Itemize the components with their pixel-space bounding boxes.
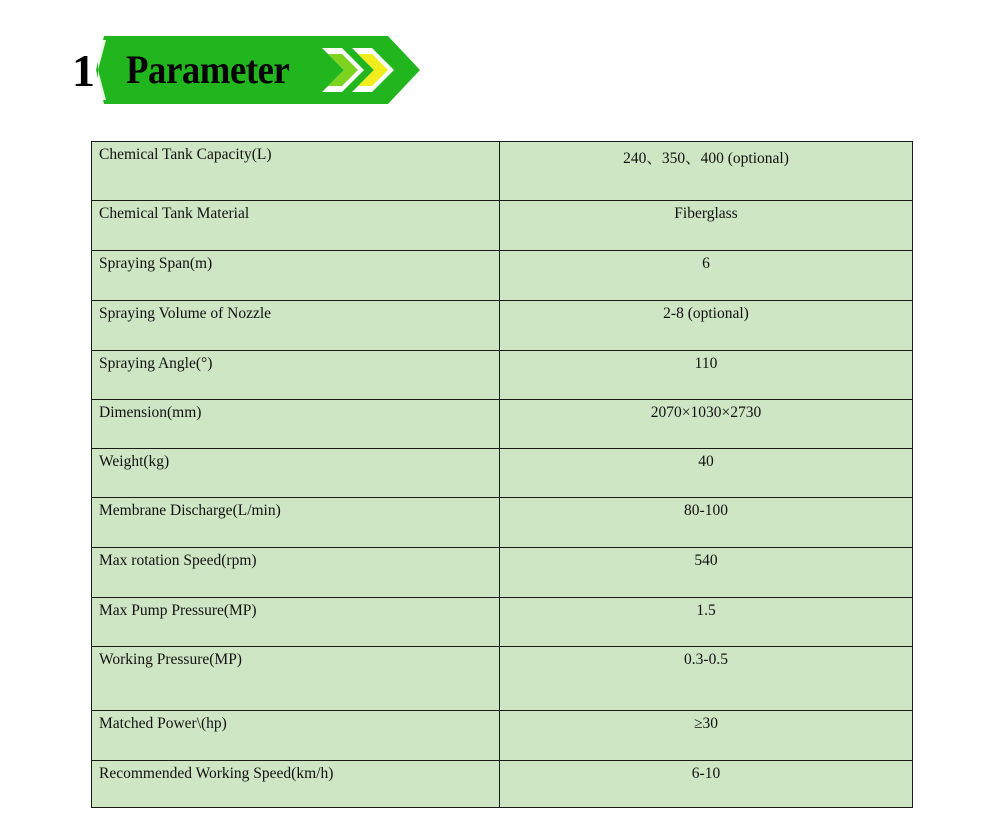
parameter-name-cell: Working Pressure(MP)	[92, 647, 500, 711]
heading-banner	[96, 36, 420, 104]
table-row	[92, 711, 913, 761]
table-row	[92, 400, 913, 449]
parameter-name-cell: Max rotation Speed(rpm)	[92, 548, 500, 598]
parameter-name-cell: Recommended Working Speed(km/h)	[92, 761, 500, 808]
parameter-name-cell: Spraying Angle(°)	[92, 351, 500, 400]
table-row	[92, 761, 913, 808]
parameter-name-cell: Spraying Span(m)	[92, 251, 500, 301]
parameter-table-body	[92, 142, 913, 808]
table-row	[92, 449, 913, 498]
parameter-value-cell: 2-8 (optional)	[500, 301, 913, 351]
section-number: 1	[72, 45, 95, 96]
parameter-value-cell: 240、350、400 (optional)	[500, 142, 913, 201]
parameter-value-cell: 2070×1030×2730	[500, 400, 913, 449]
table-row	[92, 548, 913, 598]
table-row	[92, 142, 913, 201]
parameter-name-cell: Weight(kg)	[92, 449, 500, 498]
parameter-value-cell: 6-10	[500, 761, 913, 808]
parameter-name-cell: Spraying Volume of Nozzle	[92, 301, 500, 351]
parameter-value-cell: 540	[500, 548, 913, 598]
table-row	[92, 201, 913, 251]
parameter-name-cell: Matched Power\(hp)	[92, 711, 500, 761]
parameter-value-cell: Fiberglass	[500, 201, 913, 251]
table-row	[92, 301, 913, 351]
parameter-value-cell: 0.3-0.5	[500, 647, 913, 711]
parameter-name-cell: Max Pump Pressure(MP)	[92, 598, 500, 647]
table-row	[92, 598, 913, 647]
table-row	[92, 498, 913, 548]
parameter-value-cell: 1.5	[500, 598, 913, 647]
page-title: Parameter	[126, 47, 290, 92]
parameter-value-cell: ≥30	[500, 711, 913, 761]
table-row	[92, 251, 913, 301]
parameter-name-cell: Dimension(mm)	[92, 400, 500, 449]
parameter-value-cell: 40	[500, 449, 913, 498]
parameter-table	[91, 141, 913, 808]
parameter-value-cell: 80-100	[500, 498, 913, 548]
parameter-name-cell: Chemical Tank Material	[92, 201, 500, 251]
table-row	[92, 351, 913, 400]
parameter-value-cell: 6	[500, 251, 913, 301]
parameter-value-cell: 110	[500, 351, 913, 400]
table-row	[92, 647, 913, 711]
section-heading	[70, 34, 430, 110]
parameter-name-cell: Chemical Tank Capacity(L)	[92, 142, 500, 201]
parameter-name-cell: Membrane Discharge(L/min)	[92, 498, 500, 548]
